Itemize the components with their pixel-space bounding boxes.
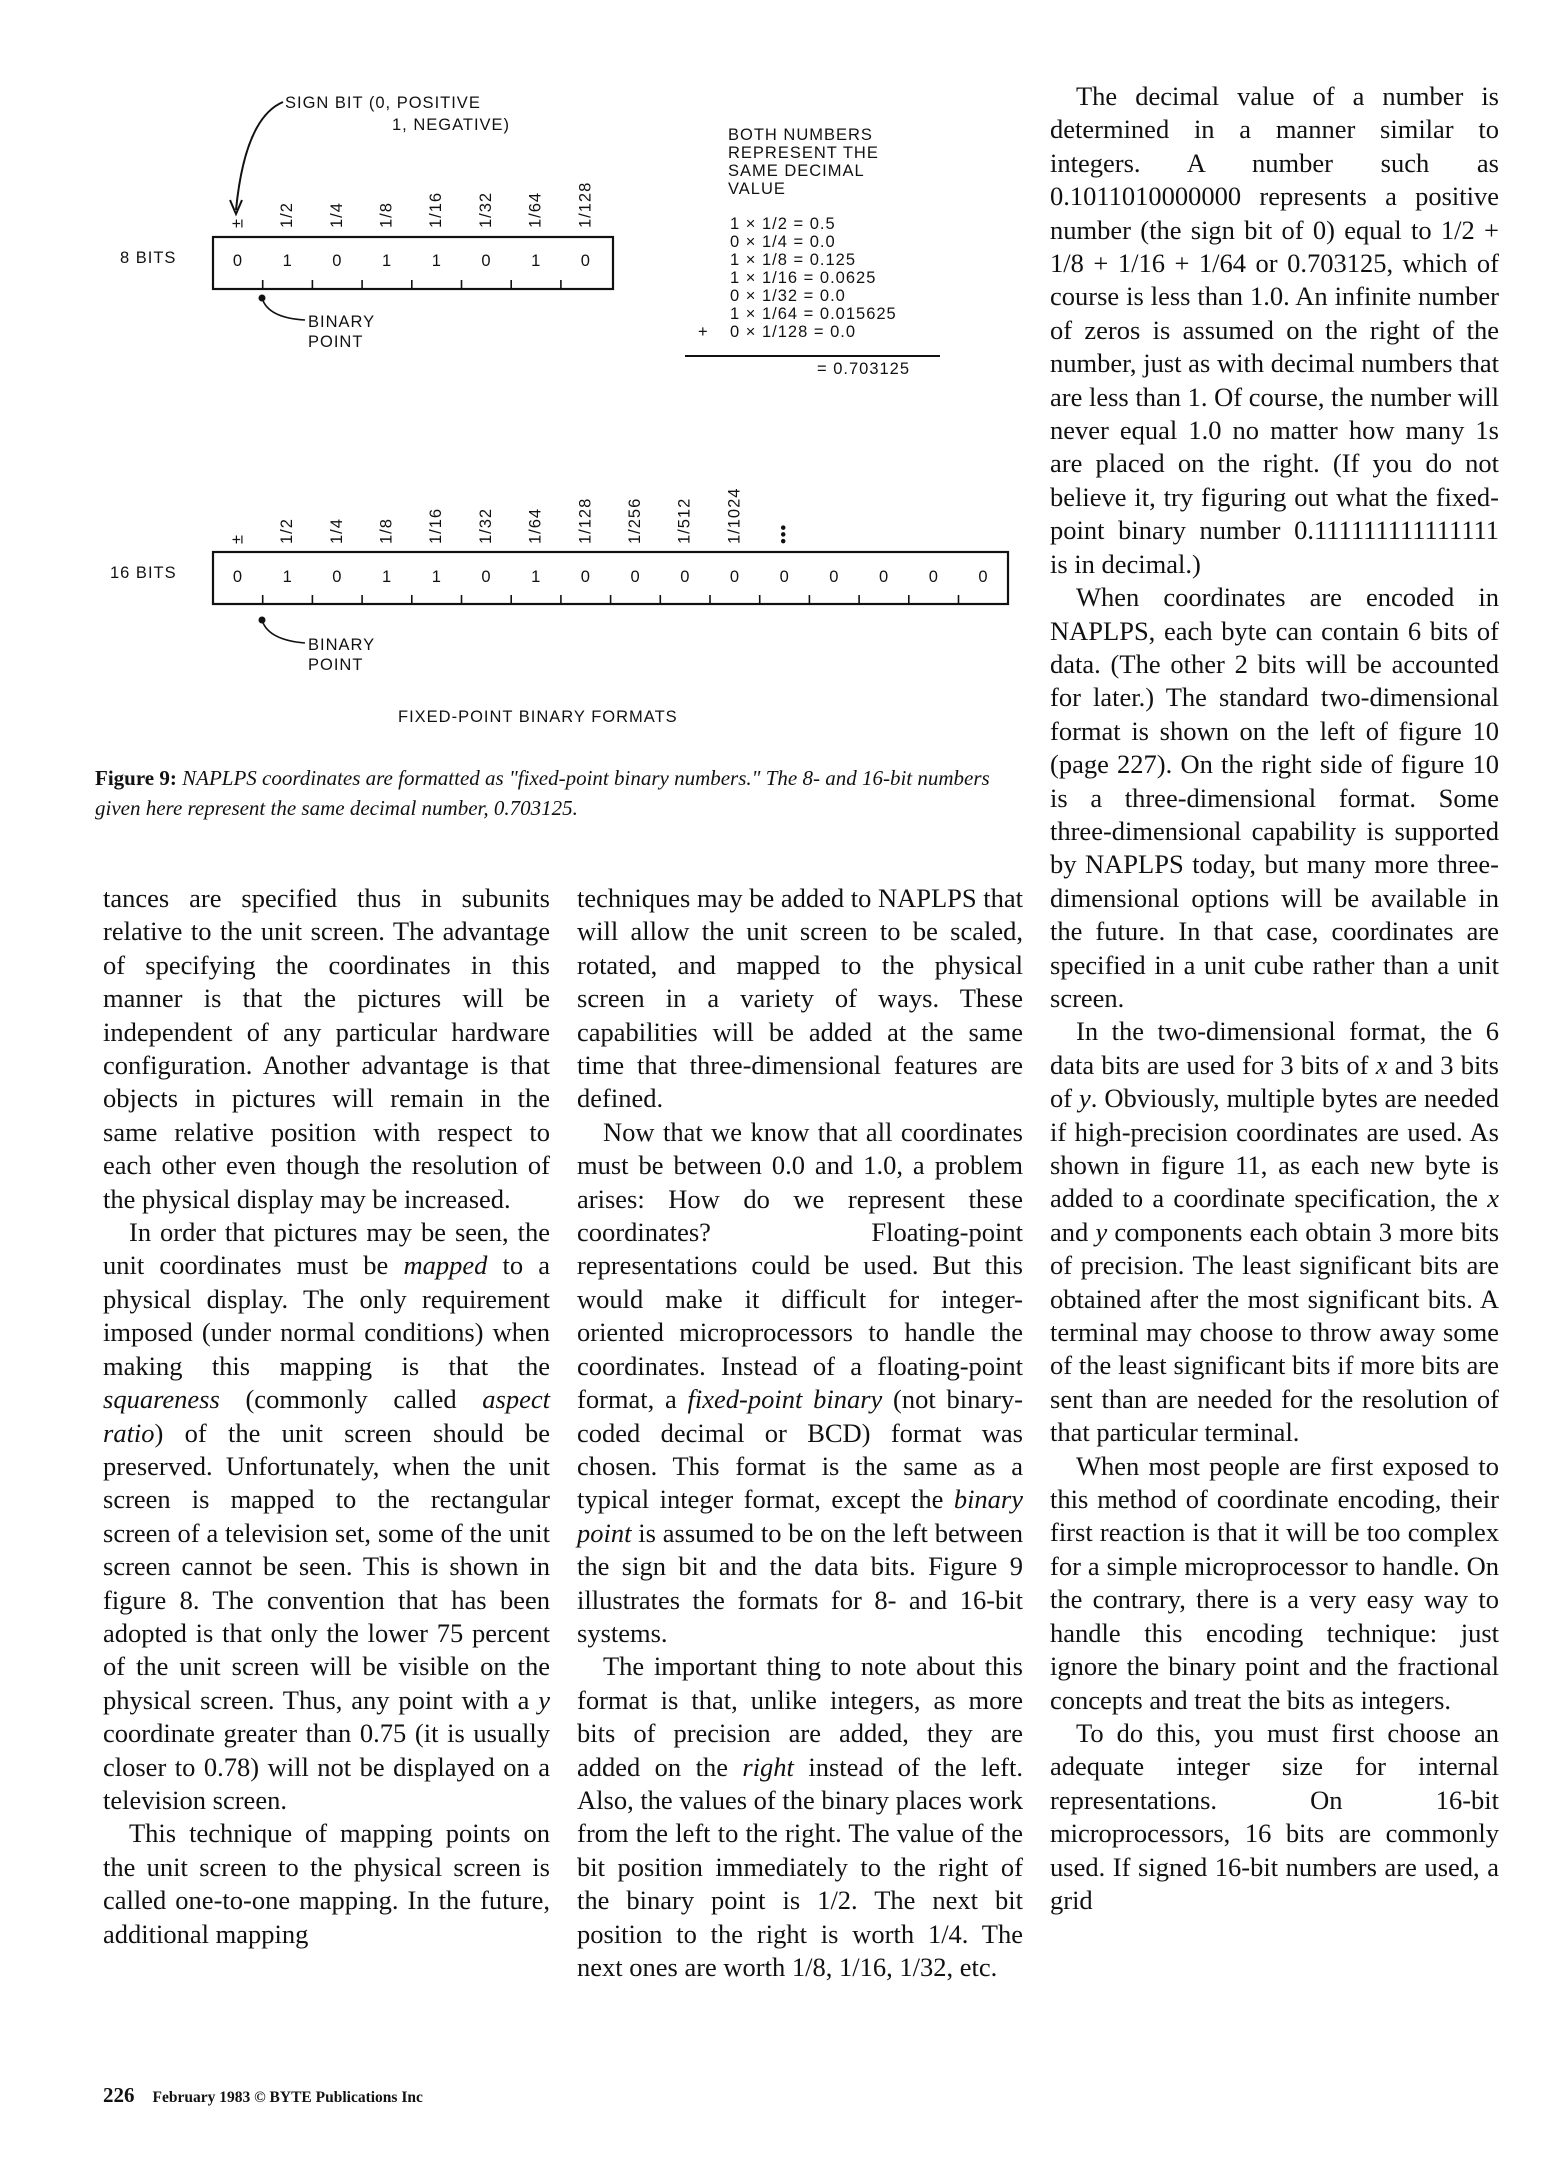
- bit-value: 1: [282, 568, 293, 586]
- row8-label: 8 BITS: [120, 249, 177, 267]
- bit-weight-label: 1/32: [476, 507, 495, 544]
- bit-value: 0: [232, 568, 244, 586]
- page-number: 226: [103, 2083, 135, 2107]
- bit-value: 1: [431, 252, 442, 270]
- note-line: SAME DECIMAL: [728, 162, 865, 180]
- bit-value: 1: [431, 568, 442, 586]
- bit-value: 1: [282, 252, 293, 270]
- row8-box: [213, 237, 613, 289]
- bit-value: 0: [630, 568, 641, 586]
- calc-line: 1 × 1/8 = 0.125: [730, 251, 857, 269]
- bit-value: 0: [580, 568, 591, 586]
- col1-paragraph-1: tances are specified thus in subunits relative to the unit screen. The advantage of specifying the coordinates in this manner is that the pictures will be independent of any particular hardware configuration. Another advantage is that objects in pictures will remain in the same relative position with respect to each other even though the resolution of the physical display may be increased.: [103, 883, 550, 1214]
- bit-value: 1: [382, 568, 393, 586]
- sign-bit-arrow: [236, 102, 283, 210]
- bit-value: 0: [779, 568, 790, 586]
- calc-line: 0 × 1/32 = 0.0: [730, 287, 846, 305]
- bit-value: 1: [382, 252, 393, 270]
- calc-line: 1 × 1/16 = 0.0625: [730, 269, 877, 287]
- note-line: REPRESENT THE: [728, 144, 879, 162]
- row8-headers: [228, 182, 594, 228]
- row16-label: 16 BITS: [110, 564, 177, 582]
- bit-value: 0: [928, 568, 939, 586]
- col2-paragraph-3: The important thing to note about this format is that, unlike integers, as more bits of precision are added, they are added on the right instead of the left. Also, the values of the binary places work from the left to the right. The value of the bit position immediately to the right of the binary point is 1/2. The next bit position to the right is worth 1/4. The next ones are worth 1/8, 1/16, 1/32, etc.: [577, 1651, 1023, 1982]
- bit-weight-label: 1/1024: [725, 487, 744, 544]
- binary-point-pointer-8: [262, 298, 305, 320]
- col3-paragraph-5: To do this, you must first choose an adequate integer size for internal representations. On 16-bit microprocessors, 16 bits are commonly used. If signed 16-bit numbers are used, a grid: [1050, 1717, 1499, 1915]
- bit-value: 0: [481, 568, 492, 586]
- calculation: [730, 215, 897, 341]
- bit-weight-label: 1/512: [675, 497, 694, 544]
- caption-label: Figure 9:: [95, 766, 177, 790]
- bit-value: 0: [232, 252, 244, 270]
- bit-weight-label: ±: [228, 217, 247, 228]
- bit-value: 0: [481, 252, 492, 270]
- footer-text: February 1983 © BYTE Publications Inc: [152, 2089, 423, 2106]
- figure-title: FIXED-POINT BINARY FORMATS: [398, 708, 678, 726]
- col3-paragraph-2: When coordinates are encoded in NAPLPS, each byte can contain 6 bits of data. (The other 2 bits will be accounted for later.) The standard two-dimensional format is shown on the left of figure 10 (page 227). On the right side of figure 10 is a three-dimensional format. Some three-dimensional capability is supported by NAPLPS today, but many more three-dimensional options will be available in the future. In that case, coordinates are specified in a unit cube rather than a unit screen.: [1050, 582, 1499, 1013]
- binary-point-pointer-16: [262, 620, 305, 643]
- col3-paragraph-1: The decimal value of a number is determined in a manner similar to integers. A number such as 0.1011010000000 represents a positive number (the sign bit of 0) equal to 1/2 + 1/8 + 1/16 + 1/64 or 0.703125, which of course is less than 1.0. An infinite number of zeros is assumed on the right of the number, just as with decimal numbers that are less than 1. Of course, the number will never equal 1.0 no matter how many 1s are placed on the right. (If you do not believe it, try figuring out what the fixed-point binary number 0.111111111111111 is in decimal.): [1050, 81, 1499, 579]
- bit-weight-label: 1/8: [377, 202, 396, 228]
- bit-value: 0: [829, 568, 840, 586]
- caption-text: NAPLPS coordinates are formatted as "fixed-point binary numbers." The 8- and 16-bit numbers given here represent the same decimal number, 0.703125.: [95, 766, 990, 820]
- bit-weight-label: 1/2: [278, 518, 297, 544]
- bit-value: 0: [332, 252, 343, 270]
- col3-paragraph-3: In the two-dimensional format, the 6 data bits are used for 3 bits of x and 3 bits of y. Obviously, multiple bytes are needed if high-precision coordinates are used. As shown in figure 11, as each new byte is added to a coordinate specification, the x and y components each obtain 3 more bits of precision. The least significant bits are obtained after the most significant bits. A terminal may choose to throw away some of the least significant bits if more bits are sent than are needed for the resolution of that particular terminal.: [1050, 1016, 1500, 1448]
- column-1: [103, 882, 550, 1951]
- bit-weight-label: 1/256: [625, 497, 644, 544]
- bit-weight-label: 1/8: [377, 518, 396, 544]
- note-line: BOTH NUMBERS: [728, 126, 873, 144]
- row8-ticks: [263, 280, 561, 289]
- row16-headers: [228, 488, 793, 544]
- binary-point-label-16a: BINARY: [308, 636, 376, 654]
- col2-paragraph-1: techniques may be added to NAPLPS that will allow the unit screen to be scaled, rotated, and mapped to the physical screen in a variety of ways. These capabilities will be added at the same time that three-dimensional features are defined.: [577, 883, 1024, 1114]
- bit-value: 0: [680, 568, 691, 586]
- bit-value: 0: [332, 568, 343, 586]
- bit-weight-label: 1/128: [576, 181, 595, 228]
- bit-weight-label: 1/64: [526, 191, 545, 228]
- col2-paragraph-2: Now that we know that all coordinates must be between 0.0 and 1.0, a problem arises: How do we represent these coordinates? Floating-point representations could be used. But this would make it difficult for integer-oriented microprocessors to handle the coordinates. Instead of a floating-point format, a fixed-point binary (not binary-coded decimal or BCD) format was chosen. This format is the same as a typical integer format, except the binary point is assumed to be on the left between the sign bit and the data bits. Figure 9 illustrates the formats for 8- and 16-bit systems.: [577, 1116, 1023, 1648]
- bit-weight-label: 1/4: [327, 518, 346, 544]
- binary-point-label-8b: POINT: [308, 333, 364, 351]
- binary-point-label-8a: BINARY: [308, 313, 376, 331]
- column-2: [577, 882, 1023, 1984]
- bit-weight-label: 1/2: [278, 202, 297, 228]
- bit-weight-label: 1/128: [576, 497, 595, 544]
- sign-bit-label-2: 1, NEGATIVE): [392, 116, 511, 134]
- calc-plus: +: [698, 323, 709, 341]
- calc-total: = 0.703125: [817, 360, 911, 378]
- bit-value: 0: [580, 252, 591, 270]
- bit-value: 0: [879, 568, 890, 586]
- calc-line: 1 × 1/2 = 0.5: [730, 215, 836, 233]
- binary-point-label-16b: POINT: [308, 656, 364, 674]
- row16-bits: [233, 568, 989, 586]
- calc-line: 0 × 1/128 = 0.0: [730, 323, 857, 341]
- page-footer: [103, 2083, 423, 2108]
- bit-value: 0: [978, 568, 989, 586]
- fixed-point-diagram: [0, 0, 1052, 760]
- col3-paragraph-4: When most people are first exposed to this method of coordinate encoding, their first reaction is that it will be too complex for a simple microprocessor to handle. On the contrary, there is a very easy way to handle this encoding technique: just ignore the binary point and the fractional concepts and treat the bits as integers.: [1050, 1450, 1499, 1715]
- note-line: VALUE: [728, 180, 786, 198]
- bit-weight-label: ±: [228, 533, 247, 544]
- bit-weight-label: 1/64: [526, 507, 545, 544]
- bit-weight-label: 1/4: [327, 202, 346, 228]
- row16-ticks: [263, 595, 959, 604]
- bit-value: 1: [531, 568, 542, 586]
- bit-value: 0: [729, 568, 741, 586]
- bit-weight-label: 1/32: [476, 191, 495, 228]
- bit-weight-label: 1/16: [427, 507, 446, 544]
- figure-9: [0, 0, 1052, 830]
- bit-weight-label: 1/16: [427, 191, 446, 228]
- col1-paragraph-2: In order that pictures may be seen, the unit coordinates must be mapped to a physical display. The only requirement imposed (under normal conditions) when making this mapping is that the squareness (commonly called aspect ratio) of the unit screen should be preserved. Unfortunately, when the unit screen is mapped to the rectangular screen of a television set, some of the unit screen cannot be seen. This is shown in figure 8. The convention that has been adopted is that only the lower 75 percent of the unit screen will be visible on the physical screen. Thus, any point with a y coordinate greater than 0.75 (it is usually closer to 0.78) will not be displayed on a television screen.: [103, 1217, 550, 1815]
- bit-weight-label: •••: [775, 523, 794, 544]
- calc-line: 0 × 1/4 = 0.0: [730, 233, 836, 251]
- figure-caption: [95, 763, 1025, 823]
- bit-value: 1: [531, 252, 542, 270]
- row8-bits: [233, 252, 591, 270]
- column-3: [1050, 80, 1499, 1917]
- sign-bit-label-1: SIGN BIT (0, POSITIVE: [285, 94, 481, 112]
- calc-line: 1 × 1/64 = 0.015625: [730, 305, 897, 323]
- note-text: [728, 126, 879, 198]
- col1-paragraph-3: This technique of mapping points on the unit screen to the physical screen is called one-to-one mapping. In the future, additional mapping: [103, 1818, 550, 1949]
